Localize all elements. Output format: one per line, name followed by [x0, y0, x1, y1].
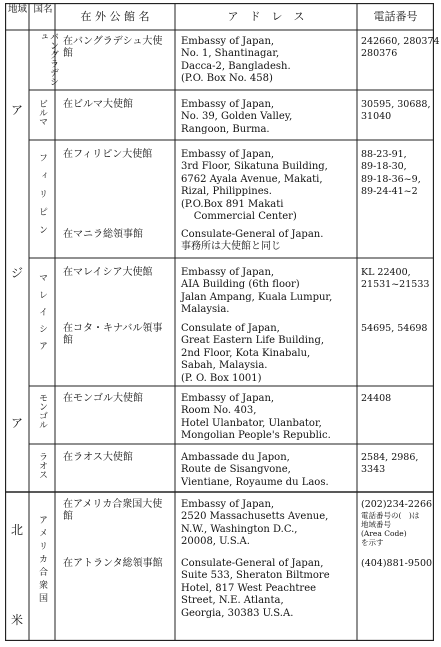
mission-line: 在アメリカ合衆国大使	[63, 499, 163, 510]
phone-line: 30595, 30688,	[361, 99, 431, 110]
region-asia-char-1: ア	[11, 103, 24, 117]
address-line: 事務所は大使館と同じ	[181, 241, 281, 253]
country-malaysia: マレイシア	[37, 273, 47, 358]
phone-line: 89-18-30,	[361, 161, 407, 173]
address-line: Malaysia.	[181, 304, 230, 316]
address-line: (P.O.Box 891 Makati	[181, 198, 284, 210]
address-line: Sabah, Malaysia.	[181, 360, 268, 372]
phone-line: (404)881-9500	[361, 558, 433, 569]
address-line: Georgia, 30383 U.S.A.	[181, 607, 294, 619]
region-northamerica-char-2: 米	[11, 613, 24, 627]
phone-line: 2584, 2986,	[361, 452, 419, 463]
header-phone: 電話番号	[373, 10, 418, 23]
embassy-table	[5, 3, 440, 641]
country-laos: ラオス	[37, 452, 47, 479]
address-line: Route de Sisangvone,	[181, 464, 291, 476]
address-line: 3rd Floor, Sikatuna Building,	[181, 161, 328, 173]
mission-line: 在アトランタ総領事館	[63, 558, 163, 569]
mission-line: 館	[63, 335, 73, 346]
header-address: ア ド レ ス	[227, 10, 305, 23]
mission-line: 在マニラ総領事館	[63, 229, 143, 240]
address-line: Consulate-General of Japan.	[181, 229, 324, 240]
address-line: Street, N.E. Atlanta,	[181, 595, 284, 607]
address-line: (P. O. Box 1001)	[181, 372, 262, 384]
address-line: Commercial Center)	[181, 211, 297, 222]
phone-line: 280376	[361, 48, 398, 60]
address-line: Consulate of Japan,	[181, 323, 280, 334]
address-line: Hotel Ulanbator, Ulanbator,	[181, 417, 322, 429]
phone-line: 3343	[361, 464, 386, 476]
address-line: Dacca-2, Bangladesh.	[181, 60, 291, 72]
address-line: Rangoon, Burma.	[181, 123, 270, 135]
address-line: Embassy of Japan,	[181, 36, 275, 47]
region-asia-char-3: ア	[11, 416, 24, 430]
address-line: Embassy of Japan,	[181, 499, 275, 510]
address-line: Embassy of Japan,	[181, 99, 275, 110]
area-code-note: を示す	[361, 538, 384, 547]
phone-line: 54695, 54698	[361, 323, 428, 334]
address-line: No. 39, Golden Valley,	[181, 111, 293, 123]
address-line: Hotel, 817 West Peachtree	[181, 582, 317, 594]
mission-line: 在コタ・キナバル領事	[63, 323, 163, 334]
address-line: 2520 Massachusetts Avenue,	[181, 511, 329, 523]
mission-line: 在ビルマ大使館	[63, 99, 133, 110]
address-line: 6762 Ayala Avenue, Makati,	[181, 173, 323, 185]
country-mongolia: モンゴル	[37, 393, 47, 429]
phone-line: KL 22400,	[361, 267, 411, 278]
country-bangladesh: バングラデシュ	[37, 32, 58, 86]
address-line: Mongolian People's Republic.	[181, 430, 331, 442]
address-line: AIA Building (6th floor)	[181, 279, 300, 291]
address-line: No. 1, Shantinagar,	[181, 48, 280, 60]
country-usa: アメリカ合衆国	[37, 515, 47, 606]
region-northamerica-char-1: 北	[11, 523, 24, 537]
address-line: N.W., Washington D.C.,	[181, 523, 298, 535]
mission-line: 館	[63, 511, 73, 522]
address-line: 2nd Floor, Kota Kinabalu,	[181, 347, 311, 359]
mission-line: 在ラオス大使館	[63, 452, 133, 463]
address-line: Embassy of Japan,	[181, 149, 275, 160]
mission-line: 館	[63, 48, 73, 59]
country-philippines: フィリピン	[37, 153, 47, 243]
area-code-note: 電話番号の( )は	[361, 511, 420, 520]
region-asia-char-2: ジ	[11, 266, 24, 280]
header-mission: 在 外 公 館 名	[80, 10, 150, 23]
phone-line: 88-23-91,	[361, 149, 407, 160]
phone-line: 89-24-41~2	[361, 186, 418, 198]
phone-line: 89-18-36~9,	[361, 173, 421, 185]
mission-line: 在バングラデシュ大使	[63, 36, 163, 47]
address-line: 20008, U.S.A.	[181, 536, 250, 548]
address-line: Embassy of Japan,	[181, 393, 275, 404]
country-burma: ビルマ	[37, 99, 47, 126]
phone-line: 31040	[361, 111, 392, 123]
header-region: 地域	[7, 4, 27, 15]
address-line: Rizal, Philippines.	[181, 186, 272, 198]
phone-line: 24408	[361, 393, 392, 404]
address-line: Great Eastern Life Building,	[181, 335, 325, 347]
address-line: Jalan Ampang, Kuala Lumpur,	[181, 291, 333, 303]
address-line: Vientiane, Royaume du Laos.	[181, 476, 329, 488]
mission-line: 在マレイシア大使館	[63, 267, 153, 278]
header-country: 国名	[33, 4, 53, 15]
area-code-note: (Area Code)	[361, 529, 407, 538]
mission-line: 在フィリピン大使館	[63, 149, 153, 160]
address-line: Suite 533, Sheraton Biltmore	[181, 570, 330, 582]
address-line: Room No. 403,	[181, 405, 257, 417]
phone-line: (202)234-2266	[361, 499, 433, 510]
address-line: Consulate-General of Japan,	[181, 558, 324, 569]
mission-line: 在モンゴル大使館	[63, 393, 143, 404]
address-line: Ambassade du Japon,	[181, 452, 290, 463]
address-line: (P.O. Box No. 458)	[181, 73, 273, 85]
address-line: Embassy of Japan,	[181, 267, 275, 278]
phone-line: 242660, 280374	[361, 36, 440, 47]
area-code-note: 地域番号	[361, 520, 391, 529]
phone-line: 21531~21533	[361, 279, 430, 291]
